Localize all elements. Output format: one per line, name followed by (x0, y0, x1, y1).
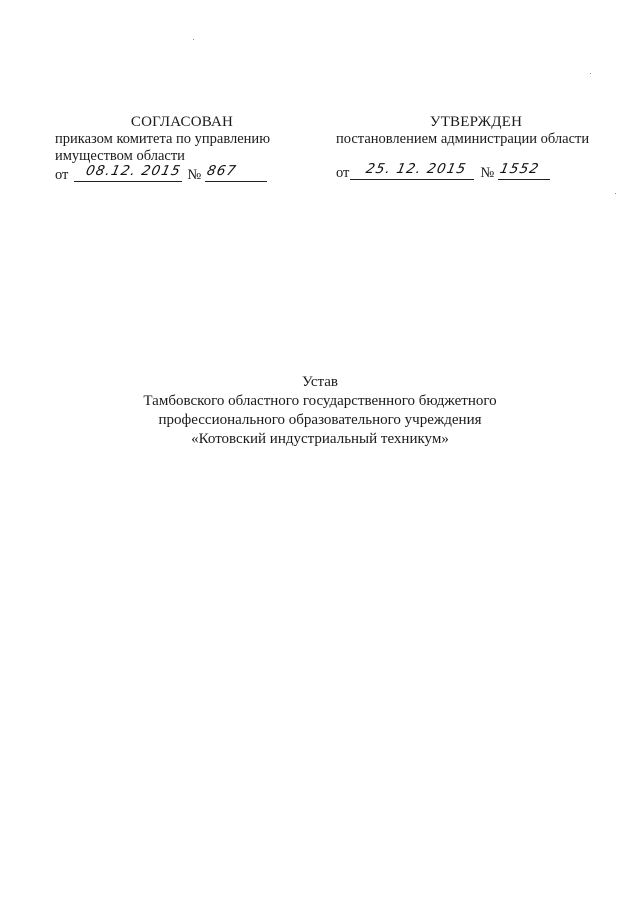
agreed-date-handwritten: 08.12. 2015 (84, 163, 184, 179)
agreed-date-field (74, 165, 182, 182)
agreed-heading: СОГЛАСОВАН (130, 114, 234, 130)
agreed-number-field (205, 165, 267, 182)
scan-speck (193, 39, 194, 40)
approved-date-field (350, 163, 474, 180)
agreed-date-prefix: от (55, 167, 69, 183)
scan-speck (590, 73, 591, 74)
approved-date-handwritten: 25. 12. 2015 (364, 161, 469, 177)
title-line-3: профессионального образовательного учреждения (158, 412, 482, 428)
agreed-authority-line2: имуществом области (55, 148, 185, 164)
title-line-4: «Котовский индустриальный техникум» (191, 431, 449, 447)
approval-approved-block (336, 114, 606, 182)
approved-date-line (336, 163, 606, 182)
title-line-charter: Устав (302, 374, 338, 390)
approved-number-field (498, 163, 550, 180)
approved-date-prefix: от (336, 165, 350, 181)
approved-authority-line1: постановлением администрации области (336, 131, 590, 147)
agreed-number-handwritten: 867 (205, 163, 239, 179)
approved-heading: УТВЕРЖДЕН (429, 114, 523, 130)
agreed-date-line (55, 165, 295, 184)
agreed-authority-line1: приказом комитета по управлению (55, 131, 271, 147)
approved-number-handwritten: 1552 (498, 161, 542, 177)
title-line-2: Тамбовского областного государственного бюджетного (143, 393, 497, 409)
approval-agreed-block (55, 114, 295, 184)
agreed-number-prefix: № (187, 167, 202, 183)
approved-number-prefix: № (480, 165, 495, 181)
scan-speck (615, 193, 616, 194)
document-title (100, 373, 540, 449)
